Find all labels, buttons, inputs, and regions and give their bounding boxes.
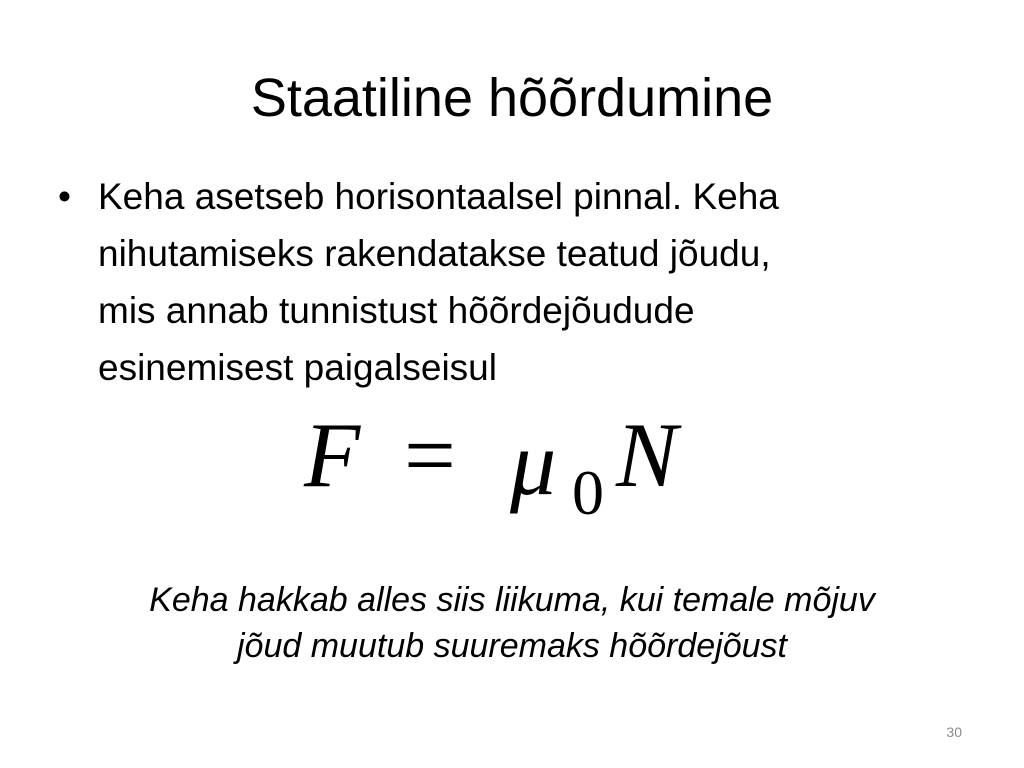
- bullet-list: [58, 168, 958, 396]
- formula-equals-sign: =: [404, 404, 456, 506]
- slide-title: Staatiline hõõrdumine: [250, 68, 774, 128]
- formula-mu-subscript: 0: [572, 457, 604, 528]
- note-line: jõud muutub suuremaks hõõrdejõust: [237, 627, 787, 665]
- bullet-line: mis annab tunnistust hõõrdejõudude: [98, 290, 695, 331]
- note-line: Keha hakkab alles siis liikuma, kui temale mõjuv: [149, 581, 875, 619]
- formula-force-symbol: F: [304, 404, 361, 506]
- bullet-line: nihutamiseks rakendatakse teatud jõudu,: [98, 233, 771, 274]
- formula-normal-force-symbol: N: [616, 404, 678, 506]
- formula-mu-symbol: μ: [510, 412, 557, 514]
- bullet-line: Keha asetseb horisontaalsel pinnal. Keha: [98, 176, 779, 217]
- bullet-item: [58, 168, 958, 396]
- bullet-marker: •: [58, 176, 71, 217]
- slide-note: [40, 577, 984, 669]
- friction-formula: [300, 395, 720, 528]
- page-number: 30: [946, 724, 962, 740]
- bullet-line: esinemisest paigalseisul: [98, 347, 497, 388]
